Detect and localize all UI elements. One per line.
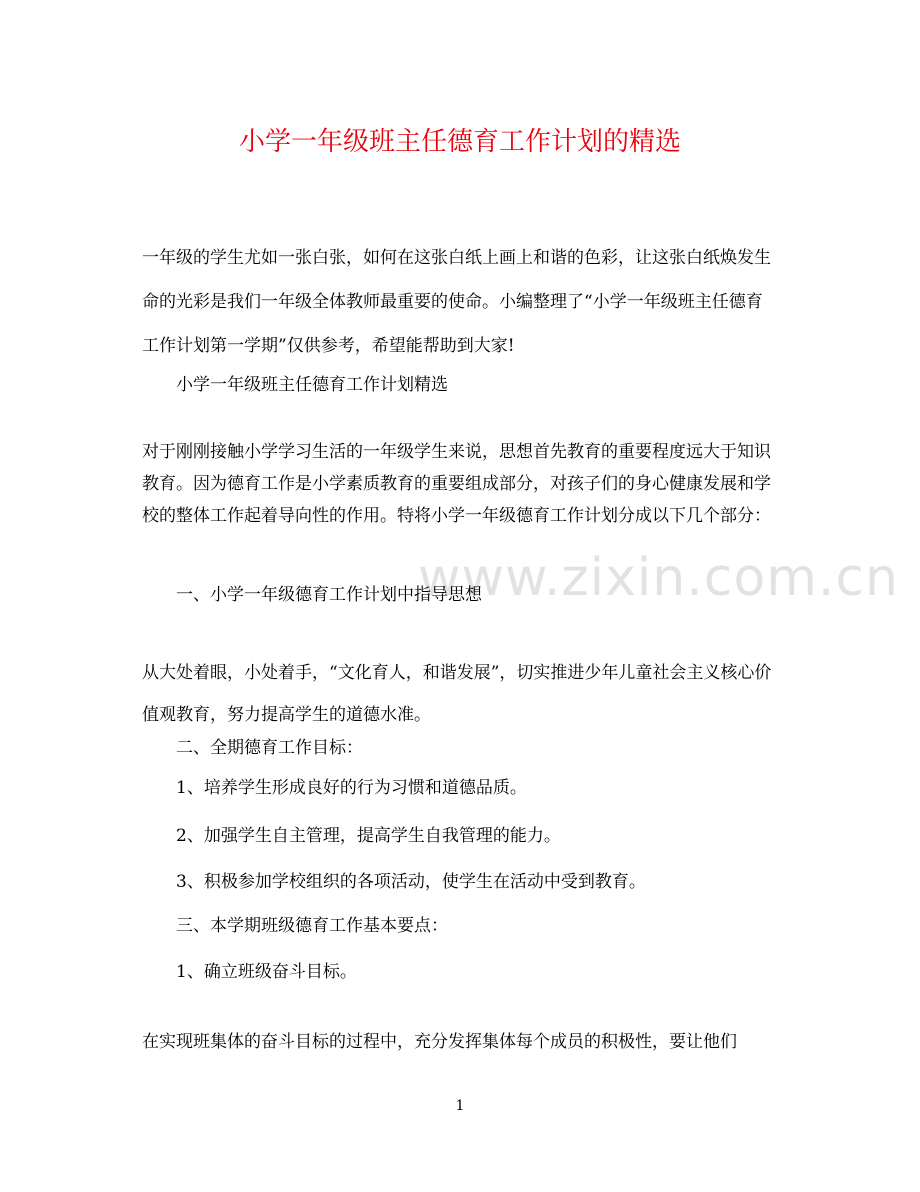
watermark: www.zixin.com.cn — [418, 548, 899, 608]
intro-paragraph: 一年级的学生尤如一张白张，如何在这张白纸上画上和谐的色彩，让这张白纸焕发生命的光彩是我们一年级全体教师最重要的使命。小编整理了“小学一年级班主任德育工作计划第一学期”仅供参考，希望能帮助到大家! — [142, 248, 771, 356]
heading-guiding-ideology: 一、小学一年级德育工作计划中指导思想 — [176, 585, 482, 605]
paragraph-class-goals: 在实现班集体的奋斗目标的过程中，充分发挥集体每个成员的积极性，要让他们 — [142, 1032, 737, 1052]
goal-item-1: 1、培养学生形成良好的行为习惯和道德品质。 — [176, 778, 527, 798]
goal-item-2: 2、加强学生自主管理，提高学生自我管理的能力。 — [176, 826, 561, 846]
heading-key-points: 三、本学期班级德育工作基本要点： — [176, 916, 448, 936]
page-number: 1 — [455, 1098, 465, 1114]
key-point-item-1: 1、确立班级奋斗目标。 — [176, 962, 357, 982]
document-title: 小学一年级班主任德育工作计划的精选 — [238, 127, 681, 157]
section-subtitle: 小学一年级班主任德育工作计划精选 — [176, 375, 448, 395]
paragraph-guiding-ideology: 从大处着眼，小处着手，“文化育人，和谐发展”，切实推进少年儿童社会主义核心价值观教育，努力提高学生的道德水准。 — [142, 663, 772, 725]
goal-item-3: 3、积极参加学校组织的各项活动，使学生在活动中受到教育。 — [176, 872, 646, 892]
paragraph-background: 对于刚刚接触小学学习生活的一年级学生来说，思想首先教育的重要程度远大于知识教育。因为德育工作是小学素质教育的重要组成部分，对孩子们的身心健康发展和学校的整体工作起着导向性的作用。特将小学一年级德育工作计划分成以下几个部分： — [142, 442, 771, 526]
heading-goals: 二、全期德育工作目标： — [176, 738, 363, 758]
